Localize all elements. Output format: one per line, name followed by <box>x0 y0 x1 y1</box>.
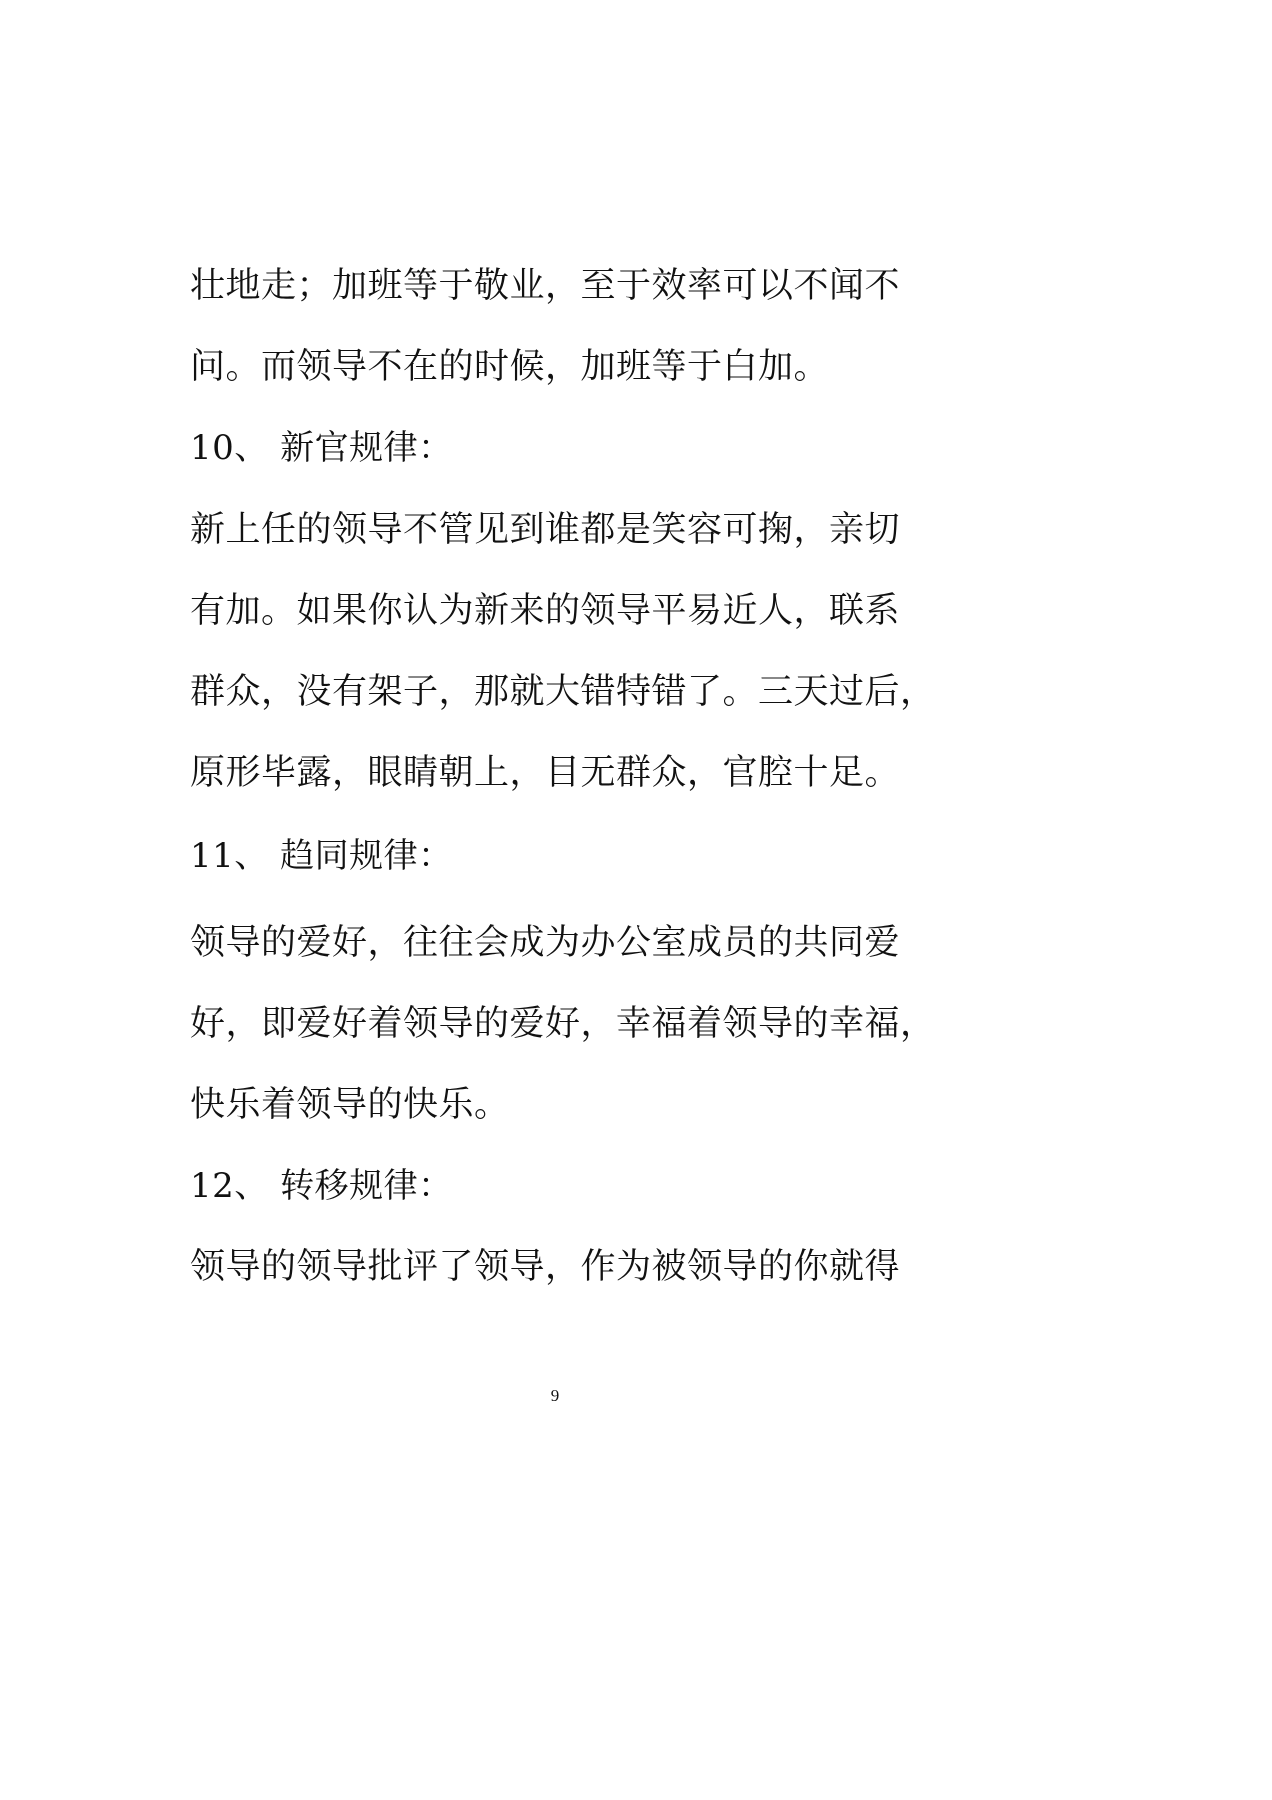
page-number: 9 <box>550 1386 560 1405</box>
body-text-line: 群众，没有架子，那就大错特错了。三天过后， <box>190 672 936 712</box>
body-text-line: 问。而领导不在的时候，加班等于白加。 <box>190 347 830 387</box>
body-text-line: 好，即爱好着领导的爱好，幸福着领导的幸福， <box>190 1004 936 1044</box>
body-text-line: 有加。如果你认为新来的领导平易近人，联系 <box>190 591 901 631</box>
body-text-line: 领导的领导批评了领导，作为被领导的你就得 <box>190 1247 901 1287</box>
body-text-line: 领导的爱好，往往会成为办公室成员的共同爱 <box>190 923 901 963</box>
body-text-line: 壮地走；加班等于敬业，至于效率可以不闻不 <box>190 266 901 306</box>
section-heading-11: 11、 趋同规律： <box>190 836 453 876</box>
body-text-line: 原形毕露，眼睛朝上，目无群众，官腔十足。 <box>190 753 901 793</box>
body-text-line: 新上任的领导不管见到谁都是笑容可掬，亲切 <box>190 510 901 550</box>
body-text-line: 快乐着领导的快乐。 <box>190 1085 510 1125</box>
section-heading-10: 10、 新官规律： <box>190 428 453 468</box>
section-heading-12: 12、 转移规律： <box>190 1166 453 1206</box>
